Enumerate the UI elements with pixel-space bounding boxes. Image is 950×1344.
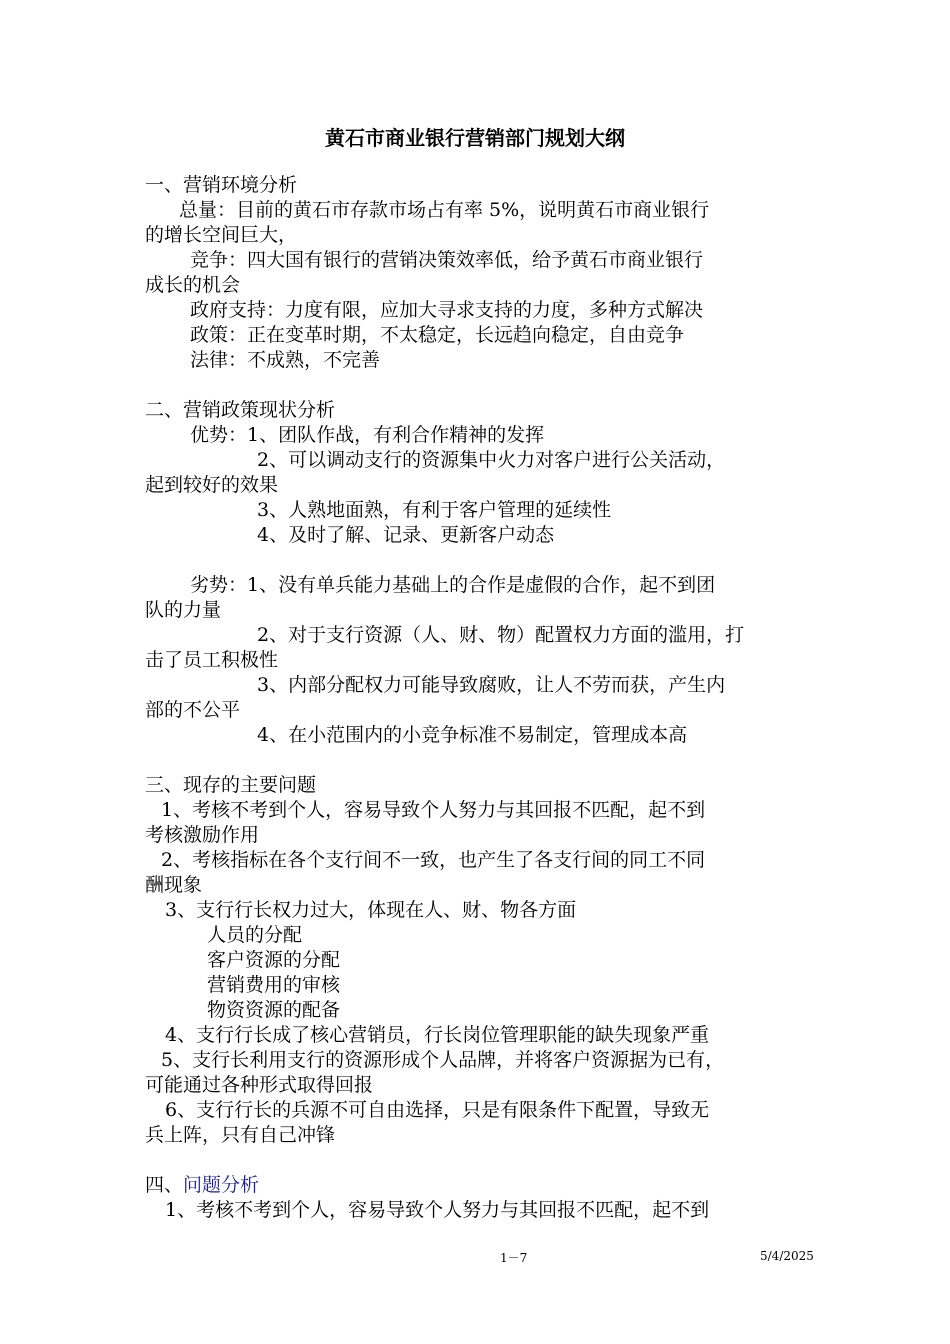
section-number: 四、 — [145, 1174, 184, 1196]
page-number: 1－7 — [500, 1251, 528, 1265]
paragraph-line: 4、支行行长成了核心营销员，行长岗位管理职能的缺失现象严重 — [165, 1024, 710, 1046]
paragraph-line: 酬现象 — [145, 874, 203, 896]
sub-item: 客户资源的分配 — [207, 949, 341, 971]
section-heading-4 — [145, 1173, 809, 1198]
paragraph-line: 部的不公平 — [145, 699, 241, 721]
paragraph-line: 5、支行长利用支行的资源形成个人品牌，并将客户资源据为已有， — [161, 1049, 725, 1071]
paragraph-line: 劣势：1、没有单兵能力基础上的合作是虚假的合作，起不到团 — [190, 574, 716, 596]
paragraph-line: 考核激励作用 — [145, 824, 260, 846]
paragraph-line: 3、内部分配权力可能导致腐败，让人不劳而获，产生内 — [257, 674, 726, 696]
paragraph-line: 4、及时了解、记录、更新客户动态 — [257, 524, 555, 546]
paragraph-line: 2、考核指标在各个支行间不一致，也产生了各支行间的同工不同 — [161, 849, 706, 871]
blank-line — [145, 1148, 809, 1173]
section-heading-2: 二、营销政策现状分析 — [145, 399, 336, 421]
blank-line — [145, 748, 809, 773]
document-body — [145, 173, 809, 1223]
paragraph-line: 优势：1、团队作战，有利合作精神的发挥 — [190, 424, 545, 446]
paragraph-line: 政策：正在变革时期，不太稳定，长远趋向稳定，自由竞争 — [190, 324, 685, 346]
paragraph-line: 的增长空间巨大， — [145, 224, 298, 246]
sub-item: 营销费用的审核 — [207, 974, 341, 996]
section-heading-3: 三、现存的主要问题 — [145, 774, 317, 796]
blank-line — [145, 373, 809, 398]
paragraph-line: 总量：目前的黄石市存款市场占有率 5%，说明黄石市商业银行 — [179, 199, 710, 221]
paragraph-line: 1、考核不考到个人，容易导致个人努力与其回报不匹配，起不到 — [165, 1199, 710, 1221]
paragraph-line: 6、支行行长的兵源不可自由选择，只是有限条件下配置，导致无 — [165, 1099, 710, 1121]
paragraph-line: 可能通过各种形式取得回报 — [145, 1074, 374, 1096]
paragraph-line: 击了员工积极性 — [145, 649, 279, 671]
paragraph-line: 3、支行行长权力过大，体现在人、财、物各方面 — [165, 899, 577, 921]
paragraph-line: 2、可以调动支行的资源集中火力对客户进行公关活动， — [257, 449, 726, 471]
blank-line — [145, 548, 809, 573]
paragraph-line: 3、人熟地面熟，有利于客户管理的延续性 — [257, 499, 612, 521]
paragraph-line: 兵上阵，只有自己冲锋 — [145, 1124, 336, 1146]
paragraph-line: 队的力量 — [145, 599, 222, 621]
paragraph-line: 起到较好的效果 — [145, 474, 279, 496]
sub-item: 人员的分配 — [207, 924, 303, 946]
sub-item: 物资资源的配备 — [207, 999, 341, 1021]
paragraph-line: 政府支持：力度有限，应加大寻求支持的力度，多种方式解决 — [190, 299, 704, 321]
paragraph-line: 1、考核不考到个人，容易导致个人努力与其回报不匹配，起不到 — [161, 799, 706, 821]
footer-date: 5/4/2025 — [760, 1249, 814, 1263]
problem-analysis-link[interactable]: 问题分析 — [183, 1174, 260, 1196]
paragraph-line: 法律：不成熟，不完善 — [190, 349, 381, 371]
paragraph-line: 竞争：四大国有银行的营销决策效率低，给予黄石市商业银行 — [190, 249, 704, 271]
document-title: 黄石市商业银行营销部门规划大纲 — [325, 126, 625, 150]
paragraph-line: 成长的机会 — [145, 274, 241, 296]
section-heading-1: 一、营销环境分析 — [145, 174, 298, 196]
paragraph-line: 4、在小范围内的小竞争标准不易制定，管理成本高 — [257, 724, 688, 746]
paragraph-line: 2、对于支行资源（人、财、物）配置权力方面的滥用，打 — [257, 624, 745, 646]
